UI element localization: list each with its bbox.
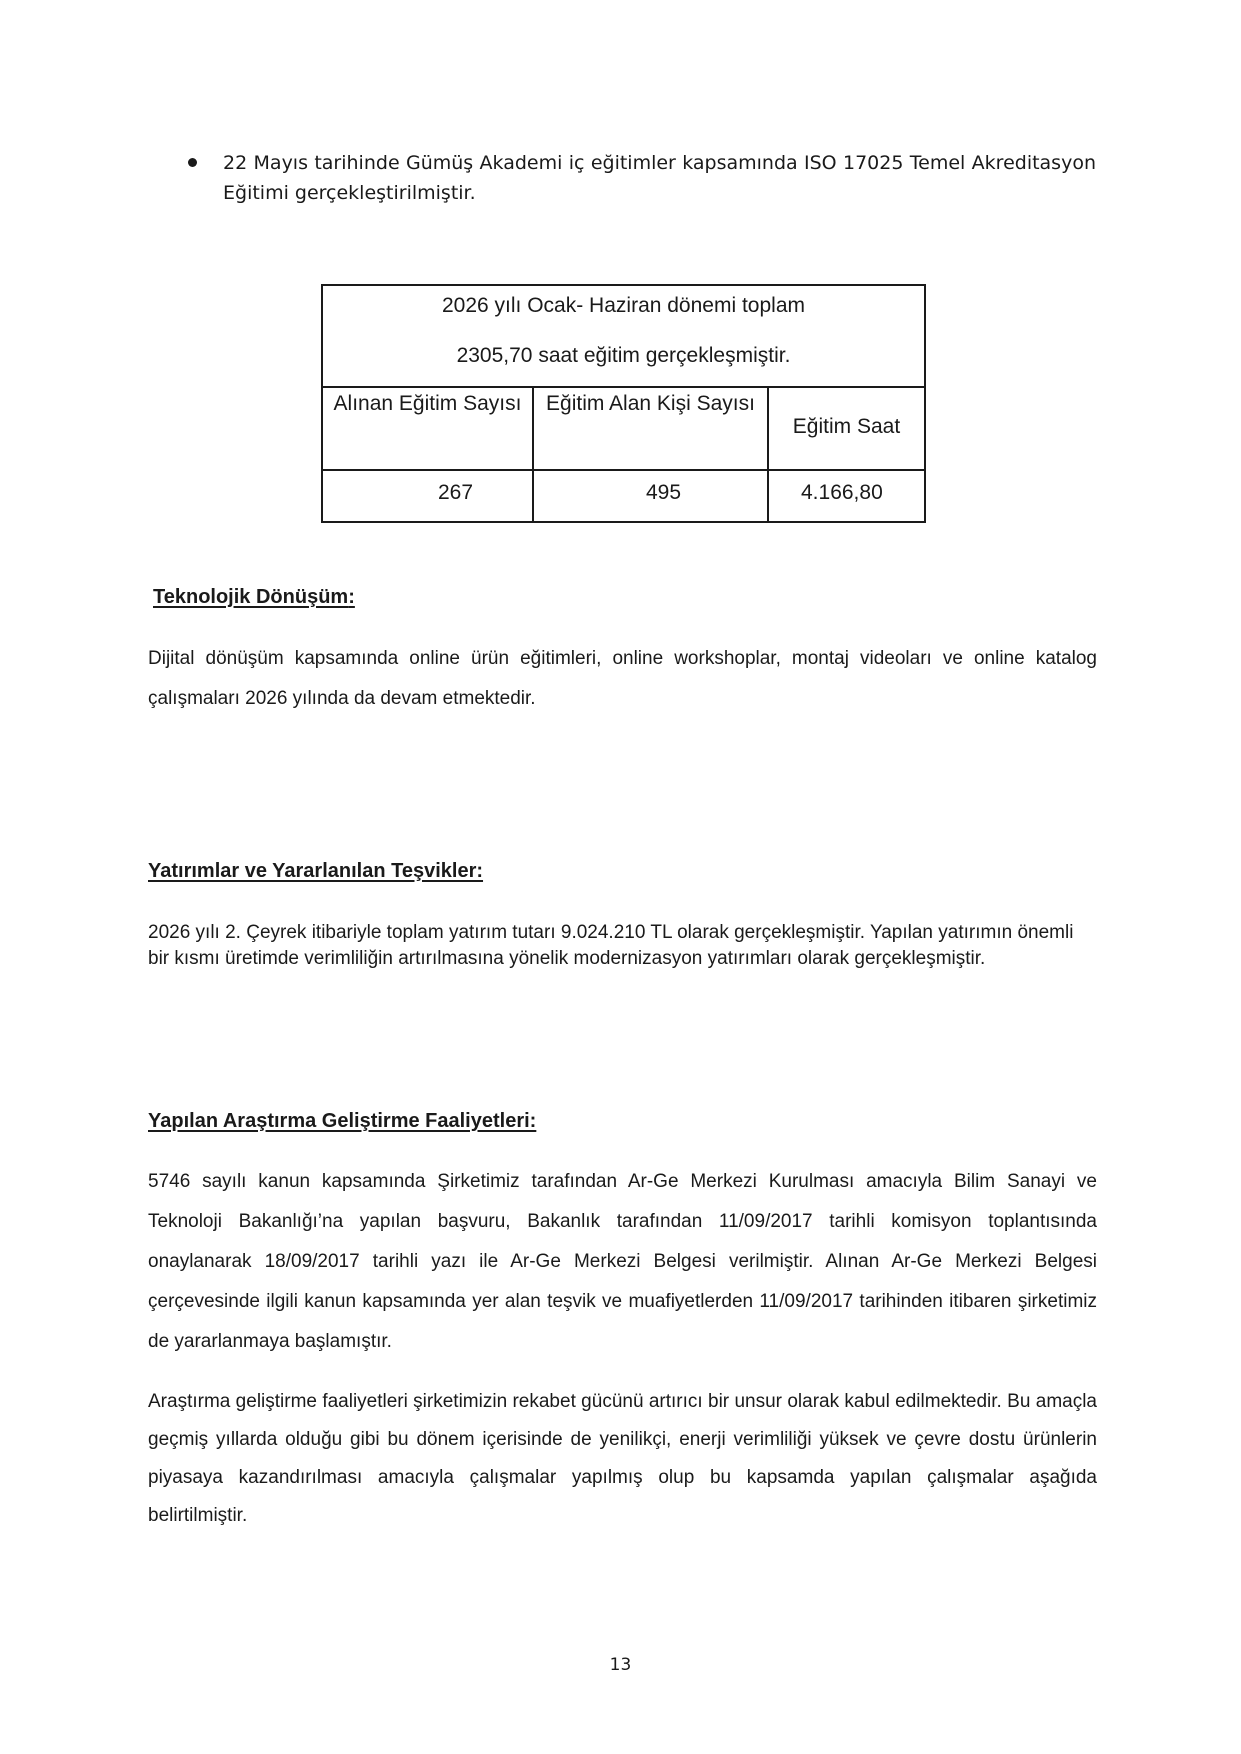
- table-title-line1: 2026 yılı Ocak- Haziran dönemi toplam: [442, 294, 805, 317]
- bullet-point: [188, 158, 197, 167]
- value-trainee-count: 495: [534, 471, 769, 521]
- value-training-count: 267: [323, 471, 534, 521]
- tech-heading: [153, 586, 355, 609]
- training-summary-table: [321, 284, 926, 523]
- tech-paragraph: Dijital dönüşüm kapsamında online ürün eğitimleri, online workshoplar, montaj videoları ve online katalog çalışmaları 2026 yılında da devam etmektedir.: [148, 648, 1097, 709]
- table-title: [323, 286, 924, 388]
- value-training-hours: 4.166,80: [801, 481, 883, 504]
- investments-paragraph: 2026 yılı 2. Çeyrek itibariyle toplam yatırım tutarı 9.024.210 TL olarak gerçekleşmiştir. Yapılan yatırımın önemli bir kısmı üretimde verimliliğin artırılmasına yönelik modernizasyon yatırımları olarak gerçekleşmiştir.: [148, 922, 1074, 969]
- header-training-hours: Eğitim Saat: [792, 414, 901, 438]
- rnd-paragraph-2: Araştırma geliştirme faaliyetleri şirketimizin rekabet gücünü artırıcı bir unsur olarak kabul edilmektedir. Bu amaçla geçmiş yıllarda olduğu gibi bu dönem içerisinde de yenilikçi, enerji verimliliği yüksek ve çevre dostu ürünlerin piyasaya kazandırılması amacıyla çalışmalar yapılmış olup bu kapsamda yapılan çalışmalar aşağıda belirtilmiştir.: [148, 1391, 1097, 1526]
- table-title-line2: 2305,70 saat eğitim gerçekleşmiştir.: [456, 344, 791, 367]
- table-header-row: [323, 388, 924, 471]
- header-trainee-count: Eğitim Alan Kişi Sayısı: [534, 388, 769, 469]
- table-row: [323, 471, 924, 521]
- rnd-paragraph-1: 5746 sayılı kanun kapsamında Şirketimiz tarafından Ar-Ge Merkezi Kurulması amacıyla Bilim Sanayi ve Teknoloji Bakanlığı’na yapılan başvuru, Bakanlık tarafından 11/09/2017 tarihli komisyon toplantısında onaylanarak 18/09/2017 tarihli yazı ile Ar-Ge Merkezi Belgesi verilmiştir. Alınan Ar-Ge Merkezi Belgesi çerçevesinde ilgili kanun kapsamında yer alan teşvik ve muafiyetlerden 11/09/2017 tarihinden itibaren şirketimiz de yararlanmaya başlamıştır.: [148, 1171, 1097, 1352]
- rnd-heading: Yapılan Araştırma Geliştirme Faaliyetleri:: [148, 1110, 537, 1132]
- tech-heading-text: Teknolojik Dönüşüm: [153, 586, 349, 608]
- page-number: 13: [609, 1655, 632, 1675]
- header-training-count: Alınan Eğitim Sayısı: [323, 388, 534, 469]
- bullet-text: 22 Mayıs tarihinde Gümüş Akademi iç eğitimler kapsamında ISO 17025 Temel Akreditasyon Eğitimi gerçekleştirilmiştir.: [223, 152, 1096, 204]
- tech-heading-colon: :: [348, 586, 355, 608]
- investments-heading: Yatırımlar ve Yararlanılan Teşvikler:: [148, 860, 484, 882]
